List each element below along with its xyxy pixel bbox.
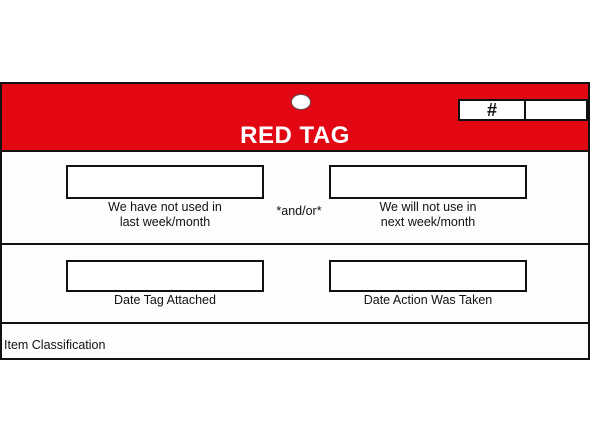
will-not-use-caption-line2: next week/month — [380, 215, 476, 229]
date-action-taken-caption: Date Action Was Taken — [363, 293, 493, 307]
not-used-field[interactable] — [66, 165, 264, 199]
tag-number-box — [458, 99, 588, 121]
date-tag-attached-field[interactable] — [66, 260, 264, 292]
dates-section — [2, 245, 588, 324]
tag-number-field[interactable] — [526, 101, 586, 119]
date-action-taken-field[interactable] — [329, 260, 527, 292]
item-classification-label: Item Classification — [4, 338, 106, 352]
date-tag-attached-caption: Date Tag Attached — [114, 293, 216, 307]
not-used-caption-line2: last week/month — [119, 215, 211, 229]
not-used-caption-line1: We have not used in — [108, 200, 222, 214]
and-or-connector: *and/or* — [276, 204, 322, 218]
tag-title: RED TAG — [240, 122, 350, 149]
tag-header — [2, 84, 588, 152]
usage-section — [2, 152, 588, 245]
tag-number-label: # — [460, 101, 526, 119]
classification-section[interactable] — [2, 324, 588, 358]
will-not-use-caption — [329, 200, 527, 230]
not-used-caption — [66, 200, 264, 230]
will-not-use-field[interactable] — [329, 165, 527, 199]
will-not-use-caption-line1: We will not use in — [379, 200, 477, 214]
red-tag-card — [0, 82, 590, 360]
hang-hole-icon — [291, 94, 311, 110]
